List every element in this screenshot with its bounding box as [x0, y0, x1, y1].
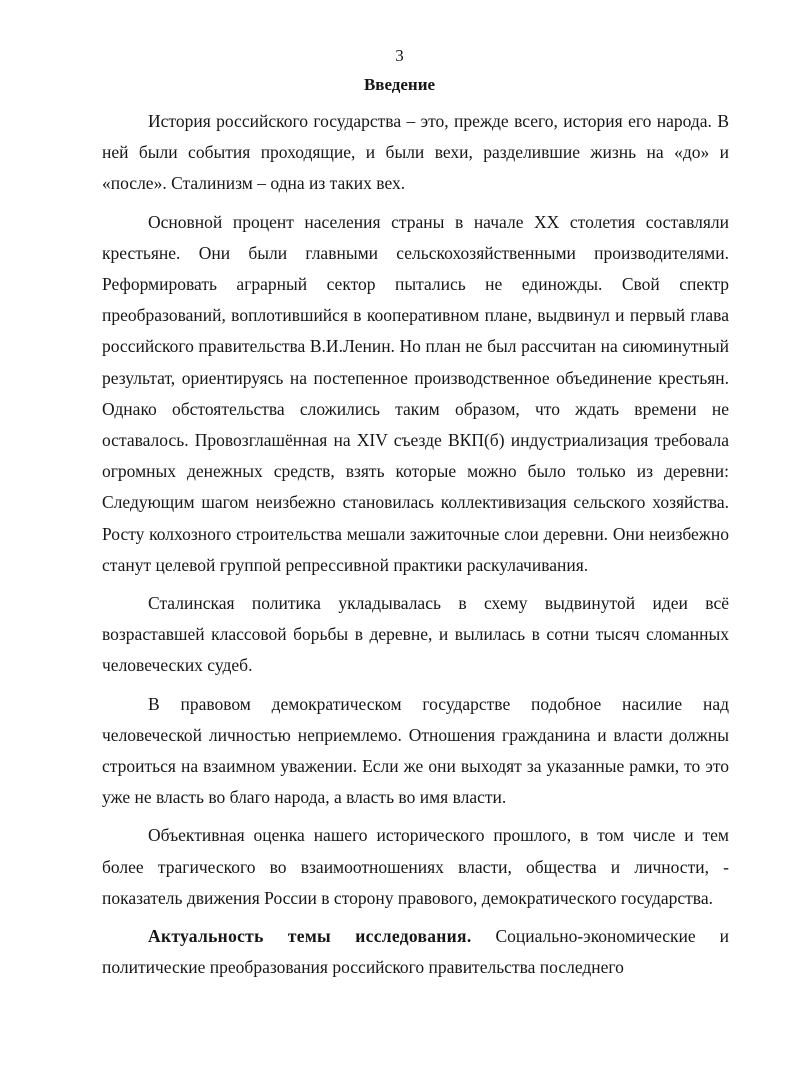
paragraph-history: История российского государства – это, прежде всего, история его народа. В ней были события проходящие, и были вехи, разделившие жизнь на «до» и «после». Сталинизм – одна из таких вех.: [102, 111, 729, 194]
body-text: [102, 106, 729, 983]
section-heading: Введение: [363, 75, 436, 94]
paragraph-objective-assessment: Объективная оценка нашего исторического прошлого, в том числе и тем более трагического во взаимоотношениях власти, общества и личности, - показатель движения России в сторону правового, демократического государства.: [102, 825, 729, 908]
paragraph-legal-state: В правовом демократическом государстве подобное насилие над человеческой личностью неприемлемо. Отношения гражданина и власти должны строиться на взаимном уважении. Если же они выходят за указанные рамки, то это уже не власть во благо народа, а власть во имя власти.: [102, 693, 729, 808]
paragraph-stalin-policy: Сталинская политика укладывалась в схему выдвинутой идеи всё возраставшей классовой борьбы в деревне, и вылилась в сотни тысяч сломанных человеческих судеб.: [102, 593, 729, 676]
page-number: 3: [395, 46, 404, 65]
relevance-text: Социально-экономические и политические преобразования российского правительства последнего: [102, 926, 729, 978]
relevance-lead: Актуальность темы исследования.: [148, 926, 472, 947]
paragraph-peasantry: Основной процент населения страны в начале XX столетия составляли крестьяне. Они были главными сельскохозяйственными производителями. Реформировать аграрный сектор пытались не единожды. Свой спектр преобразований, воплотившийся в кооперативном плане, выдвинул и первый глава российского правительства В.И.Ленин. Но план не был рассчитан на сиюминутный результат, ориентируясь на постепенное производственное объединение крестьян. Однако обстоятельства сложились таким образом, что ждать времени не оставалось. Провозглашённая на XIV съезде ВКП(б) индустриализация требовала огромных денежных средств, взять которые можно было только из деревни: Следующим шагом неизбежно становилась коллективизация сельского хозяйства. Росту колхозного строительства мешали зажиточные слои деревни. Они неизбежно станут целевой группой репрессивной практики раскулачивания.: [102, 211, 729, 575]
paragraph-relevance: [102, 921, 729, 983]
